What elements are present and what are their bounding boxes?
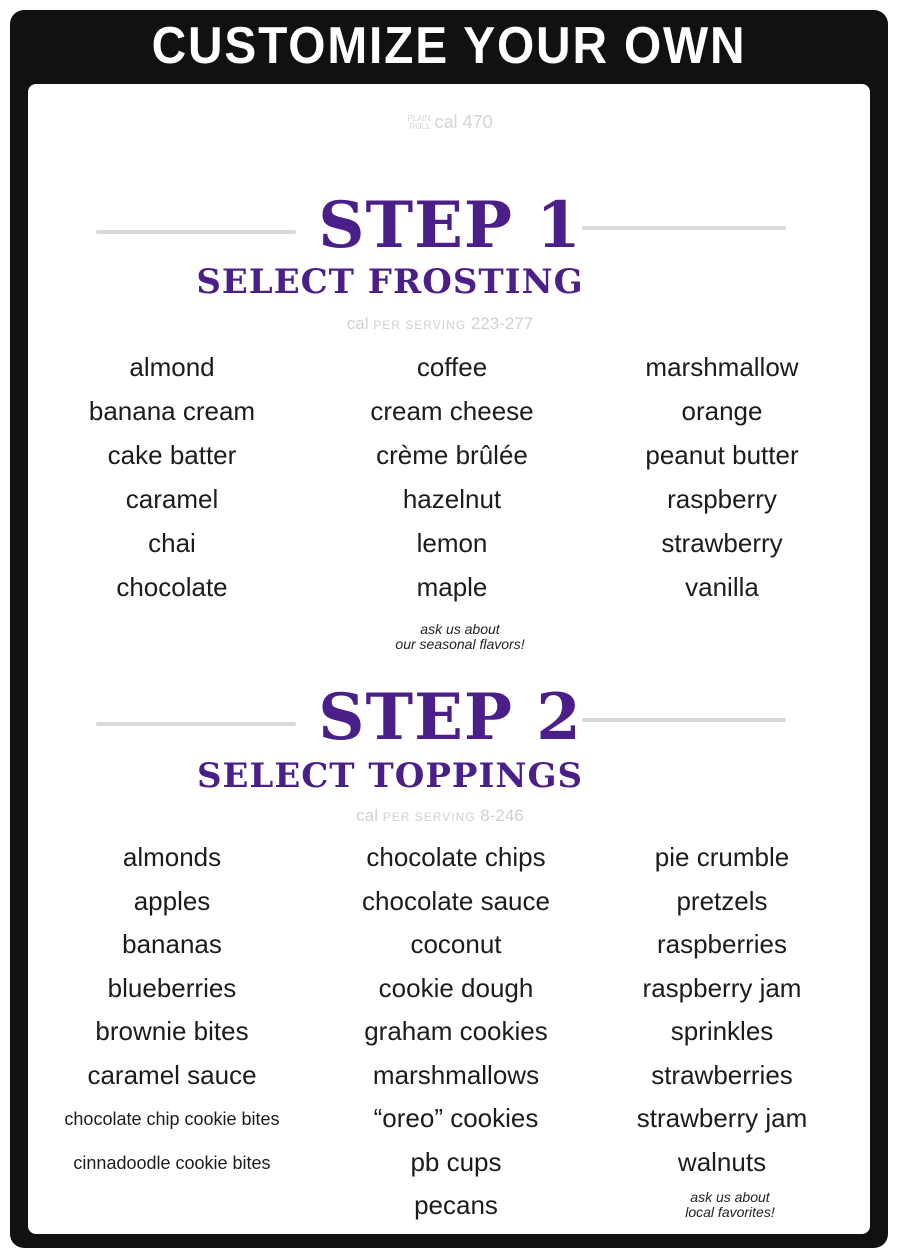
plain-roll-cal: cal 470: [434, 112, 493, 132]
menu-item: cream cheese: [370, 396, 534, 426]
menu-item: caramel: [125, 484, 219, 514]
step1-calories: [0, 314, 880, 334]
menu-item: chocolate sauce: [362, 885, 550, 916]
menu-item: brownie bites: [95, 1016, 249, 1046]
menu-item: walnuts: [677, 1146, 767, 1177]
menu-item: raspberries: [656, 929, 788, 959]
menu-item: marshmallow: [645, 352, 799, 382]
plain-roll-calories: [0, 112, 900, 133]
menu-item: cinnadoodle cookie bites: [73, 1152, 271, 1173]
menu-item: chocolate chip cookie bites: [64, 1109, 280, 1129]
step1-heading: STEP 1: [318, 188, 582, 263]
menu-item: coconut: [410, 929, 502, 959]
menu-item: sprinkles: [670, 1016, 774, 1046]
menu-item: chai: [148, 528, 196, 558]
menu-item: crème brûlée: [376, 440, 528, 470]
menu-item: banana cream: [88, 396, 256, 426]
menu-item: orange: [681, 396, 763, 426]
menu-item: almonds: [122, 842, 222, 872]
step1-cal-prefix: cal: [346, 314, 369, 333]
step2-cal-prefix: cal: [356, 806, 378, 825]
menu-item: cake batter: [107, 440, 237, 470]
menu-item: cookie dough: [378, 972, 534, 1003]
step2-note-line2: local favorites!: [685, 1204, 775, 1220]
step2-cal-range: 8-246: [480, 806, 524, 825]
menu-item: apples: [133, 885, 211, 916]
menu-item: “oreo” cookies: [373, 1103, 539, 1133]
menu-item: strawberry: [661, 528, 783, 558]
menu-item: almond: [129, 352, 215, 382]
step2-note-line1: ask us about: [690, 1189, 770, 1205]
step2-heading: STEP 2: [318, 680, 582, 755]
menu-item: raspberry jam: [642, 972, 802, 1003]
step2-calories: [0, 806, 880, 826]
menu-item: lemon: [416, 528, 488, 558]
menu-item: marshmallows: [372, 1059, 540, 1090]
menu-item: strawberries: [651, 1059, 793, 1090]
step1-subheading: SELECT FROSTING: [196, 262, 584, 302]
step2-cal-per: PER SERVING: [382, 810, 476, 824]
menu-item: pretzels: [676, 885, 768, 916]
plain-roll-label-top: PLAIN: [407, 113, 431, 123]
menu-item: pie crumble: [654, 842, 790, 872]
menu-item: coffee: [416, 352, 488, 382]
menu-item: raspberry: [667, 484, 777, 514]
menu-item: chocolate: [116, 572, 228, 602]
plain-roll-label: [407, 115, 430, 131]
menu-item: blueberries: [107, 972, 237, 1003]
menu-item: pecans: [414, 1190, 498, 1220]
plain-roll-label-bottom: ROLL: [409, 121, 431, 131]
menu-title: CUSTOMIZE YOUR OWN: [151, 17, 747, 75]
menu-item: strawberry jam: [636, 1103, 808, 1133]
menu-item: caramel sauce: [87, 1059, 257, 1090]
menu-item: graham cookies: [364, 1016, 548, 1046]
step1-cal-range: 223-277: [470, 314, 534, 333]
menu-item: vanilla: [685, 572, 759, 602]
menu-item: pb cups: [410, 1146, 502, 1177]
step1-note-line2: our seasonal flavors!: [395, 636, 525, 652]
step2-note: [610, 1190, 850, 1220]
step1-note: [340, 622, 580, 652]
menu-item: hazelnut: [402, 484, 502, 514]
menu-item: maple: [416, 572, 488, 602]
menu-item: chocolate chips: [366, 842, 546, 872]
menu-item: peanut butter: [645, 440, 799, 470]
step1-note-line1: ask us about: [420, 621, 500, 637]
menu-item: bananas: [122, 929, 222, 959]
step1-cal-per: PER SERVING: [373, 318, 467, 332]
step2-subheading: SELECT TOPPINGS: [196, 756, 584, 796]
